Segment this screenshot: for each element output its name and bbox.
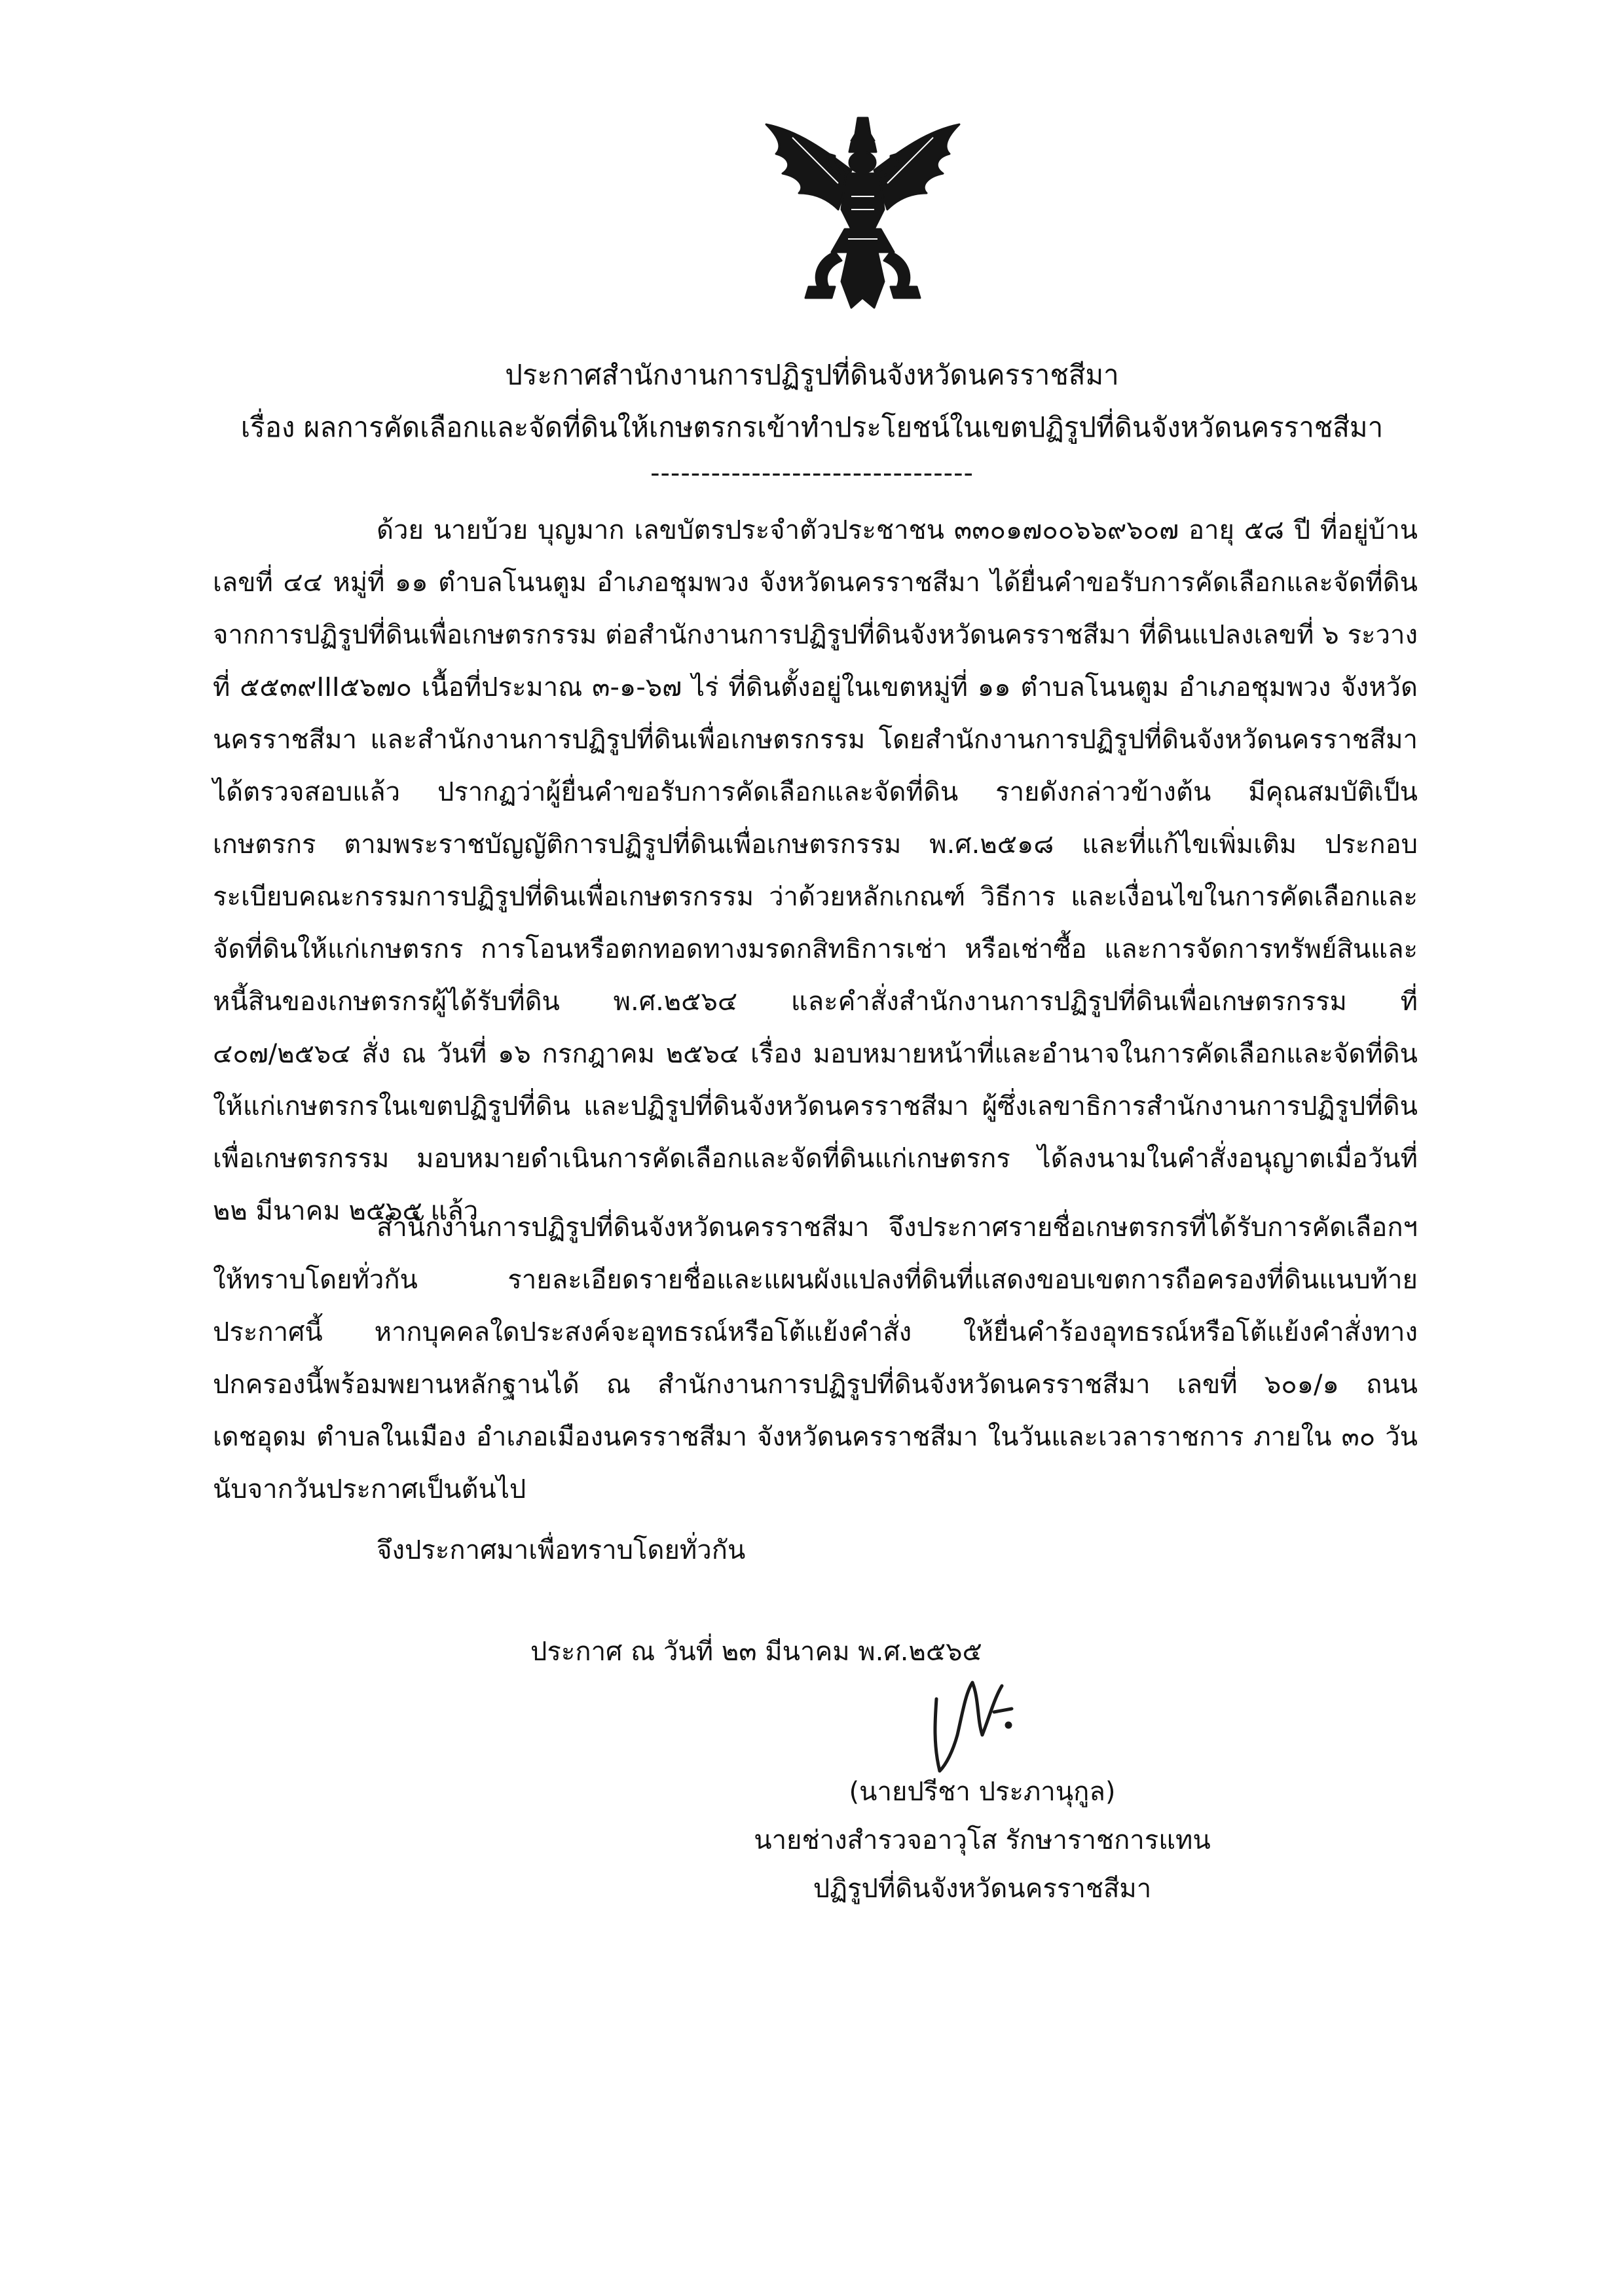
handwritten-signature bbox=[917, 1673, 1022, 1781]
body-paragraph-1: ด้วย นายบ้วย บุญมาก เลขบัตรประจำตัวประชาชน ๓๓๐๑๗๐๐๖๖๙๖๐๗ อายุ ๕๘ ปี ที่อยู่บ้านเลขที่ ๔๔ หมู่ที่ ๑๑ ตำบลโนนตูม อำเภอชุมพวง จังหวัดนครราชสีมา ได้ยื่นคำขอรับการคัดเลือกและจัดที่ดินจากการปฏิรูปที่ดินเพื่อเกษตรกรรม ต่อสำนักงานการปฏิรูปที่ดินจังหวัดนครราชสีมา ที่ดินแปลงเลขที่ ๖ ระวางที่ ๕๕๓๙III๕๖๗๐ เนื้อที่ประมาณ ๓-๑-๖๗ ไร่ ที่ดินตั้งอยู่ในเขตหมู่ที่ ๑๑ ตำบลโนนตูม อำเภอชุมพวง จังหวัดนครราชสีมา และสำนักงานการปฏิรูปที่ดินเพื่อเกษตรกรรม โดยสำนักงานการปฏิรูปที่ดินจังหวัดนครราชสีมาได้ตรวจสอบแล้ว ปรากฏว่าผู้ยื่นคำขอรับการคัดเลือกและจัดที่ดิน รายดังกล่าวข้างต้น มีคุณสมบัติเป็นเกษตรกร ตามพระราชบัญญัติการปฏิรูปที่ดินเพื่อเกษตรกรรม พ.ศ.๒๕๑๘ และที่แก้ไขเพิ่มเติม ประกอบระเบียบคณะกรรมการปฏิรูปที่ดินเพื่อเกษตรกรรม ว่าด้วยหลักเกณฑ์ วิธีการ และเงื่อนไขในการคัดเลือกและจัดที่ดินให้แก่เกษตรกร การโอนหรือตกทอดทางมรดกสิทธิการเช่า หรือเช่าซื้อ และการจัดการทรัพย์สินและหนี้สินของเกษตรกรผู้ได้รับที่ดิน พ.ศ.๒๕๖๔ และคำสั่งสำนักงานการปฏิรูปที่ดินเพื่อเกษตรกรรม ที่ ๔๐๗/๒๕๖๔ สั่ง ณ วันที่ ๑๖ กรกฎาคม ๒๕๖๔ เรื่อง มอบหมายหน้าที่และอำนาจในการคัดเลือกและจัดที่ดินให้แก่เกษตรกรในเขตปฏิรูปที่ดิน และปฏิรูปที่ดินจังหวัดนครราชสีมา ผู้ซึ่งเลขาธิการสำนักงานการปฏิรูปที่ดินเพื่อเกษตรกรรม มอบหมายดำเนินการคัดเลือกและจัดที่ดินแก่เกษตรกร ได้ลงนามในคำสั่งอนุญาตเมื่อวันที่ ๒๒ มีนาคม ๒๕๖๕ แล้ว bbox=[213, 515, 1418, 1226]
signer-position: นายช่างสำรวจอาวุโส รักษาราชการแทน bbox=[754, 1825, 1211, 1855]
title-separator: -------------------------------- bbox=[650, 458, 974, 488]
signer-name: (นายปรีชา ประภานุกูล) bbox=[849, 1777, 1116, 1807]
body-paragraph-2: สำนักงานการปฏิรูปที่ดินจังหวัดนครราชสีมา จึงประกาศรายชื่อเกษตรกรที่ได้รับการคัดเลือกฯ ให้ทราบโดยทั่วกัน รายละเอียดรายชื่อและแผนผังแปลงที่ดินที่แสดงขอบเขตการถือครองที่ดินแนบท้ายประกาศนี้ หากบุคคลใดประสงค์จะอุทธรณ์หรือโต้แย้งคำสั่ง ให้ยื่นคำร้องอุทธรณ์หรือโต้แย้งคำสั่งทางปกครองนี้พร้อมพยานหลักฐานได้ ณ สำนักงานการปฏิรูปที่ดินจังหวัดนครราชสีมา เลขที่ ๖๐๑/๑ ถนนเดชอุดม ตำบลในเมือง อำเภอเมืองนครราชสีมา จังหวัดนครราชสีมา ในวันและเวลาราชการ ภายใน ๓๐ วัน นับจากวันประกาศเป็นต้นไป bbox=[213, 1212, 1418, 1504]
signature-block bbox=[753, 1768, 1211, 1913]
announcement-date: ประกาศ ณ วันที่ ๒๓ มีนาคม พ.ศ.๒๕๖๕ bbox=[530, 1637, 982, 1667]
announcement-title: ประกาศสำนักงานการปฏิรูปที่ดินจังหวัดนครราชสีมา bbox=[505, 359, 1119, 391]
garuda-emblem-icon bbox=[753, 111, 972, 318]
announcement-subject: เรื่อง ผลการคัดเลือกและจัดที่ดินให้เกษตรกรเข้าทำประโยชน์ในเขตปฏิรูปที่ดินจังหวัดนครราชสีมา bbox=[240, 411, 1384, 443]
signer-office: ปฏิรูปที่ดินจังหวัดนครราชสีมา bbox=[813, 1874, 1152, 1904]
body-paragraph-3: จึงประกาศมาเพื่อทราบโดยทั่วกัน bbox=[377, 1535, 746, 1565]
